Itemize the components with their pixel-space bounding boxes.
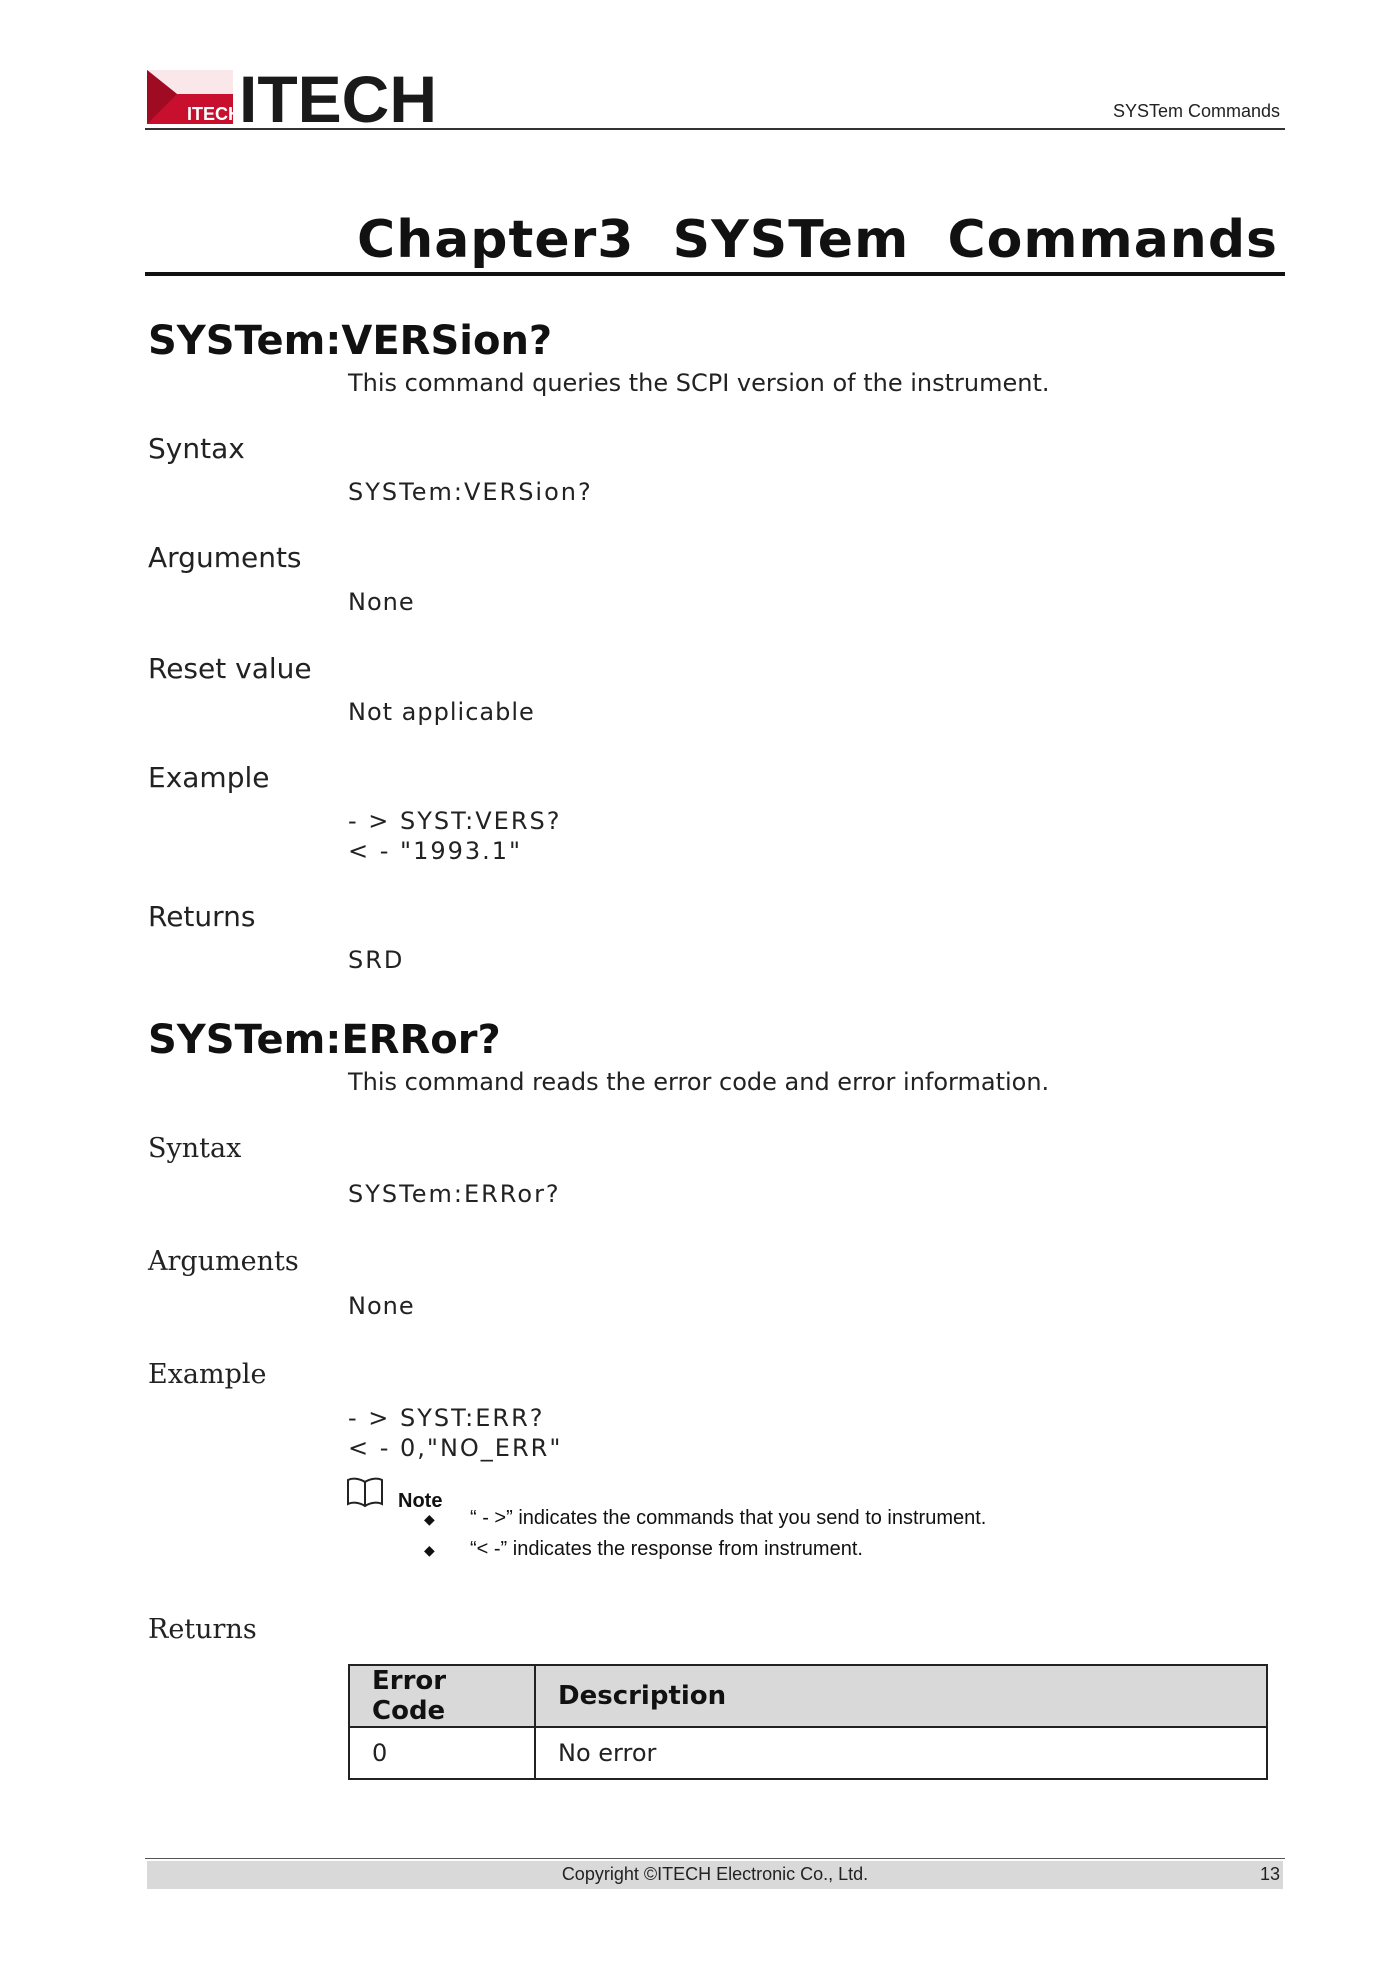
version-syntax-label: Syntax [148,432,245,465]
error-syntax-label: Syntax [148,1133,242,1164]
error-command-description: This command reads the error code and error information. [348,1068,1050,1096]
version-arguments-label: Arguments [148,541,302,574]
page-number: 13 [1259,1864,1280,1884]
book-icon [346,1476,384,1508]
error-command-title: SYSTem:ERRor? [148,1017,501,1063]
version-reset-label: Reset value [148,652,312,685]
error-example-label: Example [148,1359,267,1390]
table-row [349,1727,1267,1779]
chapter-divider [145,272,1285,276]
footer-copyright: Copyright ©ITECH Electronic Co., Ltd. [561,1864,869,1884]
version-example-response: < - "1993.1" [348,837,523,865]
table-cell: No error [535,1727,1267,1779]
error-example-response: < - 0,"NO_ERR" [348,1434,563,1462]
version-command-description: This command queries the SCPI version of the instrument. [348,369,1050,397]
logo-wordmark: ITECH [239,66,437,128]
table-cell: 0 [349,1727,535,1779]
footer-divider [145,1858,1285,1859]
table-header-cell: Error Code [349,1665,535,1727]
error-code-table [348,1664,1268,1780]
running-head: SYSTem Commands [1112,101,1280,121]
version-reset-value: Not applicable [348,698,535,726]
table-header-row [349,1665,1267,1727]
chapter-title: Chapter3 SYSTem Commands [357,210,1278,270]
error-example-send: - > SYST:ERR? [348,1404,545,1432]
error-returns-label: Returns [148,1614,257,1645]
version-arguments: None [348,588,415,616]
error-syntax: SYSTem:ERRor? [348,1180,561,1208]
version-syntax: SYSTem:VERSion? [348,478,593,506]
version-command-title: SYSTem:VERSion? [148,318,553,364]
note-item: “< -” indicates the response from instrument. [470,1538,863,1560]
version-example-send: - > SYST:VERS? [348,807,562,835]
note-label: Note [398,1490,443,1512]
error-arguments: None [348,1292,415,1320]
note-item: “ - >” indicates the commands that you send to instrument. [470,1507,987,1529]
itech-logo [147,66,459,128]
diamond-bullet-icon: ◆ [424,1512,435,1528]
header-divider [145,128,1285,130]
version-returns-label: Returns [148,900,256,933]
diamond-bullet-icon: ◆ [424,1543,435,1559]
error-arguments-label: Arguments [148,1246,299,1277]
version-example-label: Example [148,761,270,794]
table-header-cell: Description [535,1665,1267,1727]
version-returns: SRD [348,946,405,974]
logo-badge-text: ITECH [187,104,241,124]
